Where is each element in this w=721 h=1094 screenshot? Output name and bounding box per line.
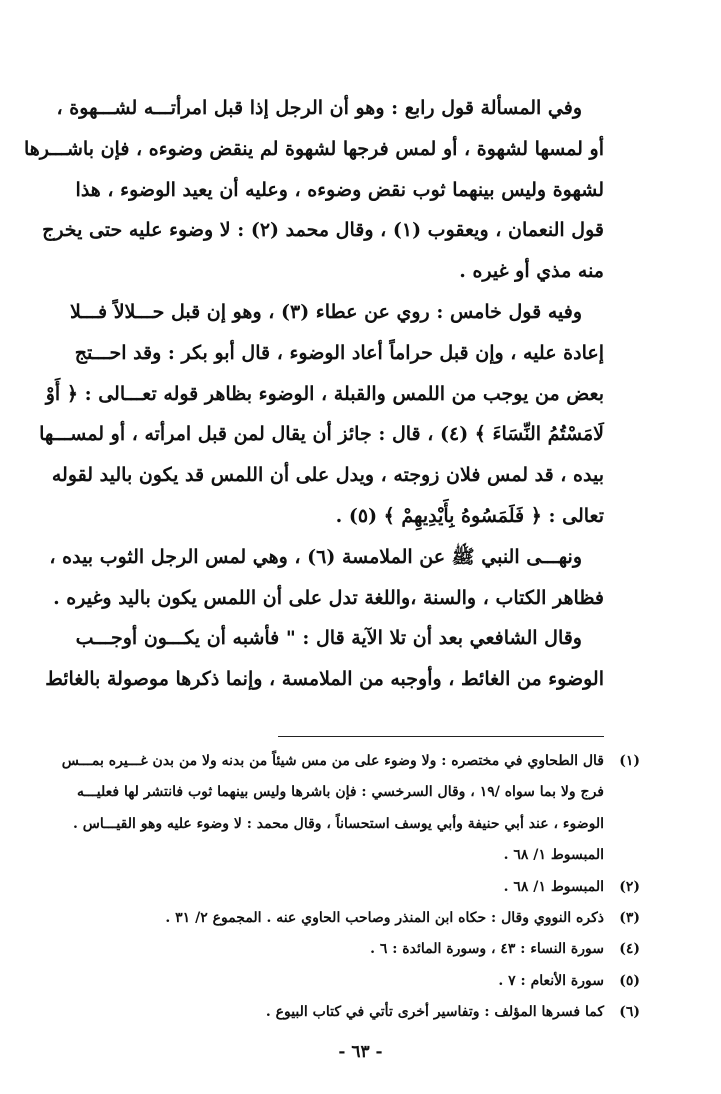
footnote-line: قال الطحاوي في مختصره : ولا وضوء على من مس شيئاً من بدنه ولا من بدن غـــيره بمـــس (61, 753, 604, 769)
body-line: ونهـــى النبي ﷺ عن الملامسة (٦) ، وهي لمس الرجل الثوب بيده ، (49, 545, 582, 568)
footnote-text (80, 966, 604, 997)
footnote-line: كما فسرها المؤلف : وتفاسير أخرى تأتي في كتاب البيوع . (265, 1004, 604, 1021)
footnote (80, 872, 640, 903)
footnote-text (80, 934, 604, 965)
footnote (61, 746, 640, 872)
footnote-line: المبسوط ١/ ٦٨ . (503, 847, 604, 864)
footnote-line: سورة الأنعام : ٧ . (498, 972, 604, 989)
body-line: إعادة عليه ، وإن قبل حراماً أعاد الوضوء ، قال أبو بكر : وقد احـــتج (74, 341, 604, 364)
footnote-text (80, 903, 604, 934)
footnote (80, 934, 640, 965)
body-line: بيده ، قد لمس فلان زوجته ، ويدل على أن اللمس قد يكون باليد لقوله (51, 464, 604, 487)
body-line: بعض من يوجب من اللمس والقبلة ، الوضوء بظاهر قوله تعـــالى : ﴿ أَوْ (45, 382, 604, 405)
body-line: أو لمسها لشهوة ، أو لمس فرجها لشهوة لم ينقض وضوءه ، فإن باشـــرها (24, 137, 604, 160)
footnote-text (80, 872, 604, 903)
footnote-text (80, 997, 604, 1028)
page-number: - ٦٣ - (338, 1042, 383, 1062)
footnote-line: سورة النساء : ٤٣ ، وسورة المائدة : ٦ . (370, 941, 604, 958)
body-line: لَامَسْتُمُ النِّسَاءَ ﴾ (٤) ، قال : جائز أن يقال لمن قبل امرأته ، أو لمســـها (39, 423, 604, 446)
body-line: وفيه قول خامس : روي عن عطاء (٣) ، وهو إن قبل حـــلالاً فـــلا (69, 300, 582, 323)
footnote-number: (٢) (619, 878, 640, 895)
footnote-separator (278, 736, 604, 737)
footnote-number: (٣) (619, 909, 640, 926)
body-line: منه مذي أو غيره . (459, 260, 604, 283)
body-line: لشهوة وليس بينهما ثوب نقض وضوءه ، وعليه أن يعيد الوضوء ، هذا (75, 178, 604, 201)
footnote-number: (٦) (619, 1004, 640, 1021)
footnote-line: فرج ولا بما سواه /١٩ ، وقال السرخسي : فإن باشرها وليس بينهما ثوب فانتشر لها فعليـــه (76, 784, 604, 801)
body-line: وفي المسألة قول رابع : وهو أن الرجل إذا قبل امرأتـــه لشـــهوة ، (56, 97, 582, 119)
footnote-number: (٥) (619, 972, 640, 989)
body-line: قول النعمان ، ويعقوب (١) ، وقال محمد (٢) : لا وضوء عليه حتى يخرج (42, 219, 604, 242)
footnote-line: الوضوء ، عند أبي حنيفة وأبي يوسف استحساناً ، وقال محمد : لا وضوء عليه وهو القيـــاس . (72, 815, 604, 832)
footnotes (61, 746, 640, 1029)
footnote-line: ذكره النووي وقال : حكاه ابن المنذر وصاحب الحاوي عنه . المجموع ٢/ ٣١ . (165, 909, 604, 926)
footnote-number: (٤) (619, 941, 640, 958)
footnote (80, 903, 640, 934)
body-line: فظاهر الكتاب ، والسنة ،واللغة تدل على أن اللمس يكون باليد وغيره . (53, 586, 604, 609)
body-line: وقال الشافعي بعد أن تلا الآية قال : " فأشبه أن يكـــون أوجـــب (75, 627, 582, 650)
footnote-text (61, 746, 604, 872)
body-text (24, 88, 604, 700)
body-line: تعالى : ﴿ فَلَمَسُوهُ بِأَيْدِيهِمْ ﴾ (٥) . (335, 504, 604, 527)
footnote-number: (١) (619, 753, 640, 769)
footnote-line: المبسوط ١/ ٦٨ . (503, 878, 604, 895)
body-line: الوضوء من الغائط ، وأوجبه من الملامسة ، وإنما ذكرها موصولة بالغائط (45, 668, 604, 691)
footnote (80, 997, 640, 1028)
footnote (80, 966, 640, 997)
